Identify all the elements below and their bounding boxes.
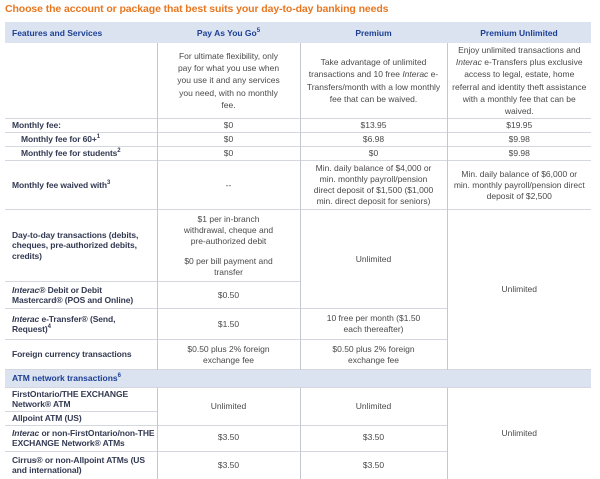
monthly-fee-students-premium-unlimited-value: $9.98 [447,147,591,161]
row-monthly-fee [5,119,591,133]
fee-waived-premium-unlimited-text: Min. daily balance of $6,000 or min. monthly payroll/pension direct deposit of $2,500 [453,168,585,201]
interac-debit-label: Interac® Debit or Debit Mastercard® (POS and Online) [5,282,157,309]
fee-waived-label: Monthly fee waived with$^3$ [5,161,157,210]
plan-name-payg: Pay As You Go [196,27,257,38]
atm-exchange-premium-merged-value: Unlimited [300,388,447,425]
foreign-currency-premium-text: $0.50 plus 2% foreign exchange fee [332,343,415,365]
monthly-fee-60plus-premium-unlimited-value: $9.98 [447,133,591,147]
etransfer-payg-value: $1.50 [157,309,300,340]
page-title: Choose the account or package that best suits your day-to-day banking needs [5,3,389,15]
atm-section-header-row [5,370,591,388]
plan-description-premium-cell [300,43,447,119]
plan-description-premium: Take advantage of unlimited transactions and 10 free Interac e-Transfers/month with a low monthly fee that can be waived. [306,57,441,104]
day-to-day-payg-line2: $0 per bill payment and transfer [184,255,273,277]
foreign-currency-label: Foreign currency transactions [5,340,157,370]
row-monthly-fee-students [5,147,591,161]
fee-waived-payg-value: -- [157,161,300,210]
atm-allpoint-label: Allpoint ATM (US) [5,411,157,425]
table-header-row [5,22,591,43]
day-to-day-premium-merged-value: Unlimited [300,210,447,309]
row-atm-exchange [5,388,591,411]
atm-interac-label: Interac or non-FirstOntario/non-THE EXCHANGE Network® ATMs [5,425,157,451]
row-fee-waived [5,161,591,210]
monthly-fee-premium-unlimited-value: $19.95 [447,119,591,133]
description-spacer-cell [5,43,157,119]
monthly-fee-premium-value: $13.95 [300,119,447,133]
plan-description-payg-cell [157,43,300,119]
monthly-fee-students-premium-value: $0 [300,147,447,161]
column-header-pay-as-you-go [157,22,300,43]
day-to-day-payg-value [157,210,300,282]
plan-description-payg: For ultimate flexibility, only pay for what you use when you use it and any services you need, with no monthly fee. [177,51,280,110]
row-day-to-day-transactions [5,210,591,282]
plan-description-premium-unlimited: Enjoy unlimited transactions and Interac e-Transfers plus exclusive access to legal, estate, home referral and identity theft assistance with a monthly fee that can be waived. [452,45,587,116]
monthly-fee-label: Monthly fee: [5,119,157,133]
day-to-day-label: Day-to-day transactions (debits, cheques, pre-authorized debits, credits) [5,210,157,282]
foreign-currency-payg-text: $0.50 plus 2% foreign exchange fee [187,343,270,365]
etransfer-label: Interac e-Transfer® (Send, Request)$^4$ [5,309,157,340]
monthly-fee-students-label: Monthly fee for students$^2$ [5,147,157,161]
plan-footnote-payg: 5 [256,27,261,34]
foreign-currency-premium-value [300,340,447,370]
atm-exchange-label: FirstOntario/THE EXCHANGE Network® ATM [5,388,157,411]
atm-exchange-premium-unlimited-merged-value: Unlimited [447,388,591,479]
plan-description-premium-unlimited-cell [447,43,591,119]
atm-exchange-payg-merged-value: Unlimited [157,388,300,425]
row-monthly-fee-60plus [5,133,591,147]
column-header-premium-unlimited [447,22,591,43]
atm-cirrus-label: Cirrus® or non-Allpoint ATMs (US and international) [5,451,157,479]
fee-waived-premium-value [300,161,447,210]
atm-section-header-label: ATM network transactions$^6$ [5,370,591,388]
etransfer-premium-text: 10 free per month ($1.50 each thereafter) [326,313,421,335]
plan-name-premium-unlimited: Premium Unlimited [480,27,558,38]
day-to-day-premium-unlimited-merged-value: Unlimited [447,210,591,370]
monthly-fee-60plus-label: Monthly fee for 60+$^1$ [5,133,157,147]
column-header-features: Features and Services [5,22,157,43]
fee-waived-premium-text: Min. daily balance of $4,000 or min. monthly payroll/pension direct deposit of $1,500 ($1,000 min. direct deposit for seniors) [313,163,434,207]
atm-cirrus-payg-value: $3.50 [157,451,300,479]
monthly-fee-payg-value: $0 [157,119,300,133]
column-header-premium [300,22,447,43]
monthly-fee-students-payg-value: $0 [157,147,300,161]
interac-debit-payg-value: $0.50 [157,282,300,309]
account-comparison-table [5,22,591,479]
fee-waived-premium-unlimited-value [447,161,591,210]
foreign-currency-payg-value [157,340,300,370]
plan-name-premium: Premium [355,27,392,38]
atm-interac-premium-value: $3.50 [300,425,447,451]
monthly-fee-60plus-payg-value: $0 [157,133,300,147]
etransfer-premium-value [300,309,447,340]
monthly-fee-60plus-premium-value: $6.98 [300,133,447,147]
plan-description-row [5,43,591,119]
day-to-day-payg-line1: $1 per in-branch withdrawal, cheque and pre-authorized debit [183,213,274,246]
atm-interac-payg-value: $3.50 [157,425,300,451]
atm-cirrus-premium-value: $3.50 [300,451,447,479]
